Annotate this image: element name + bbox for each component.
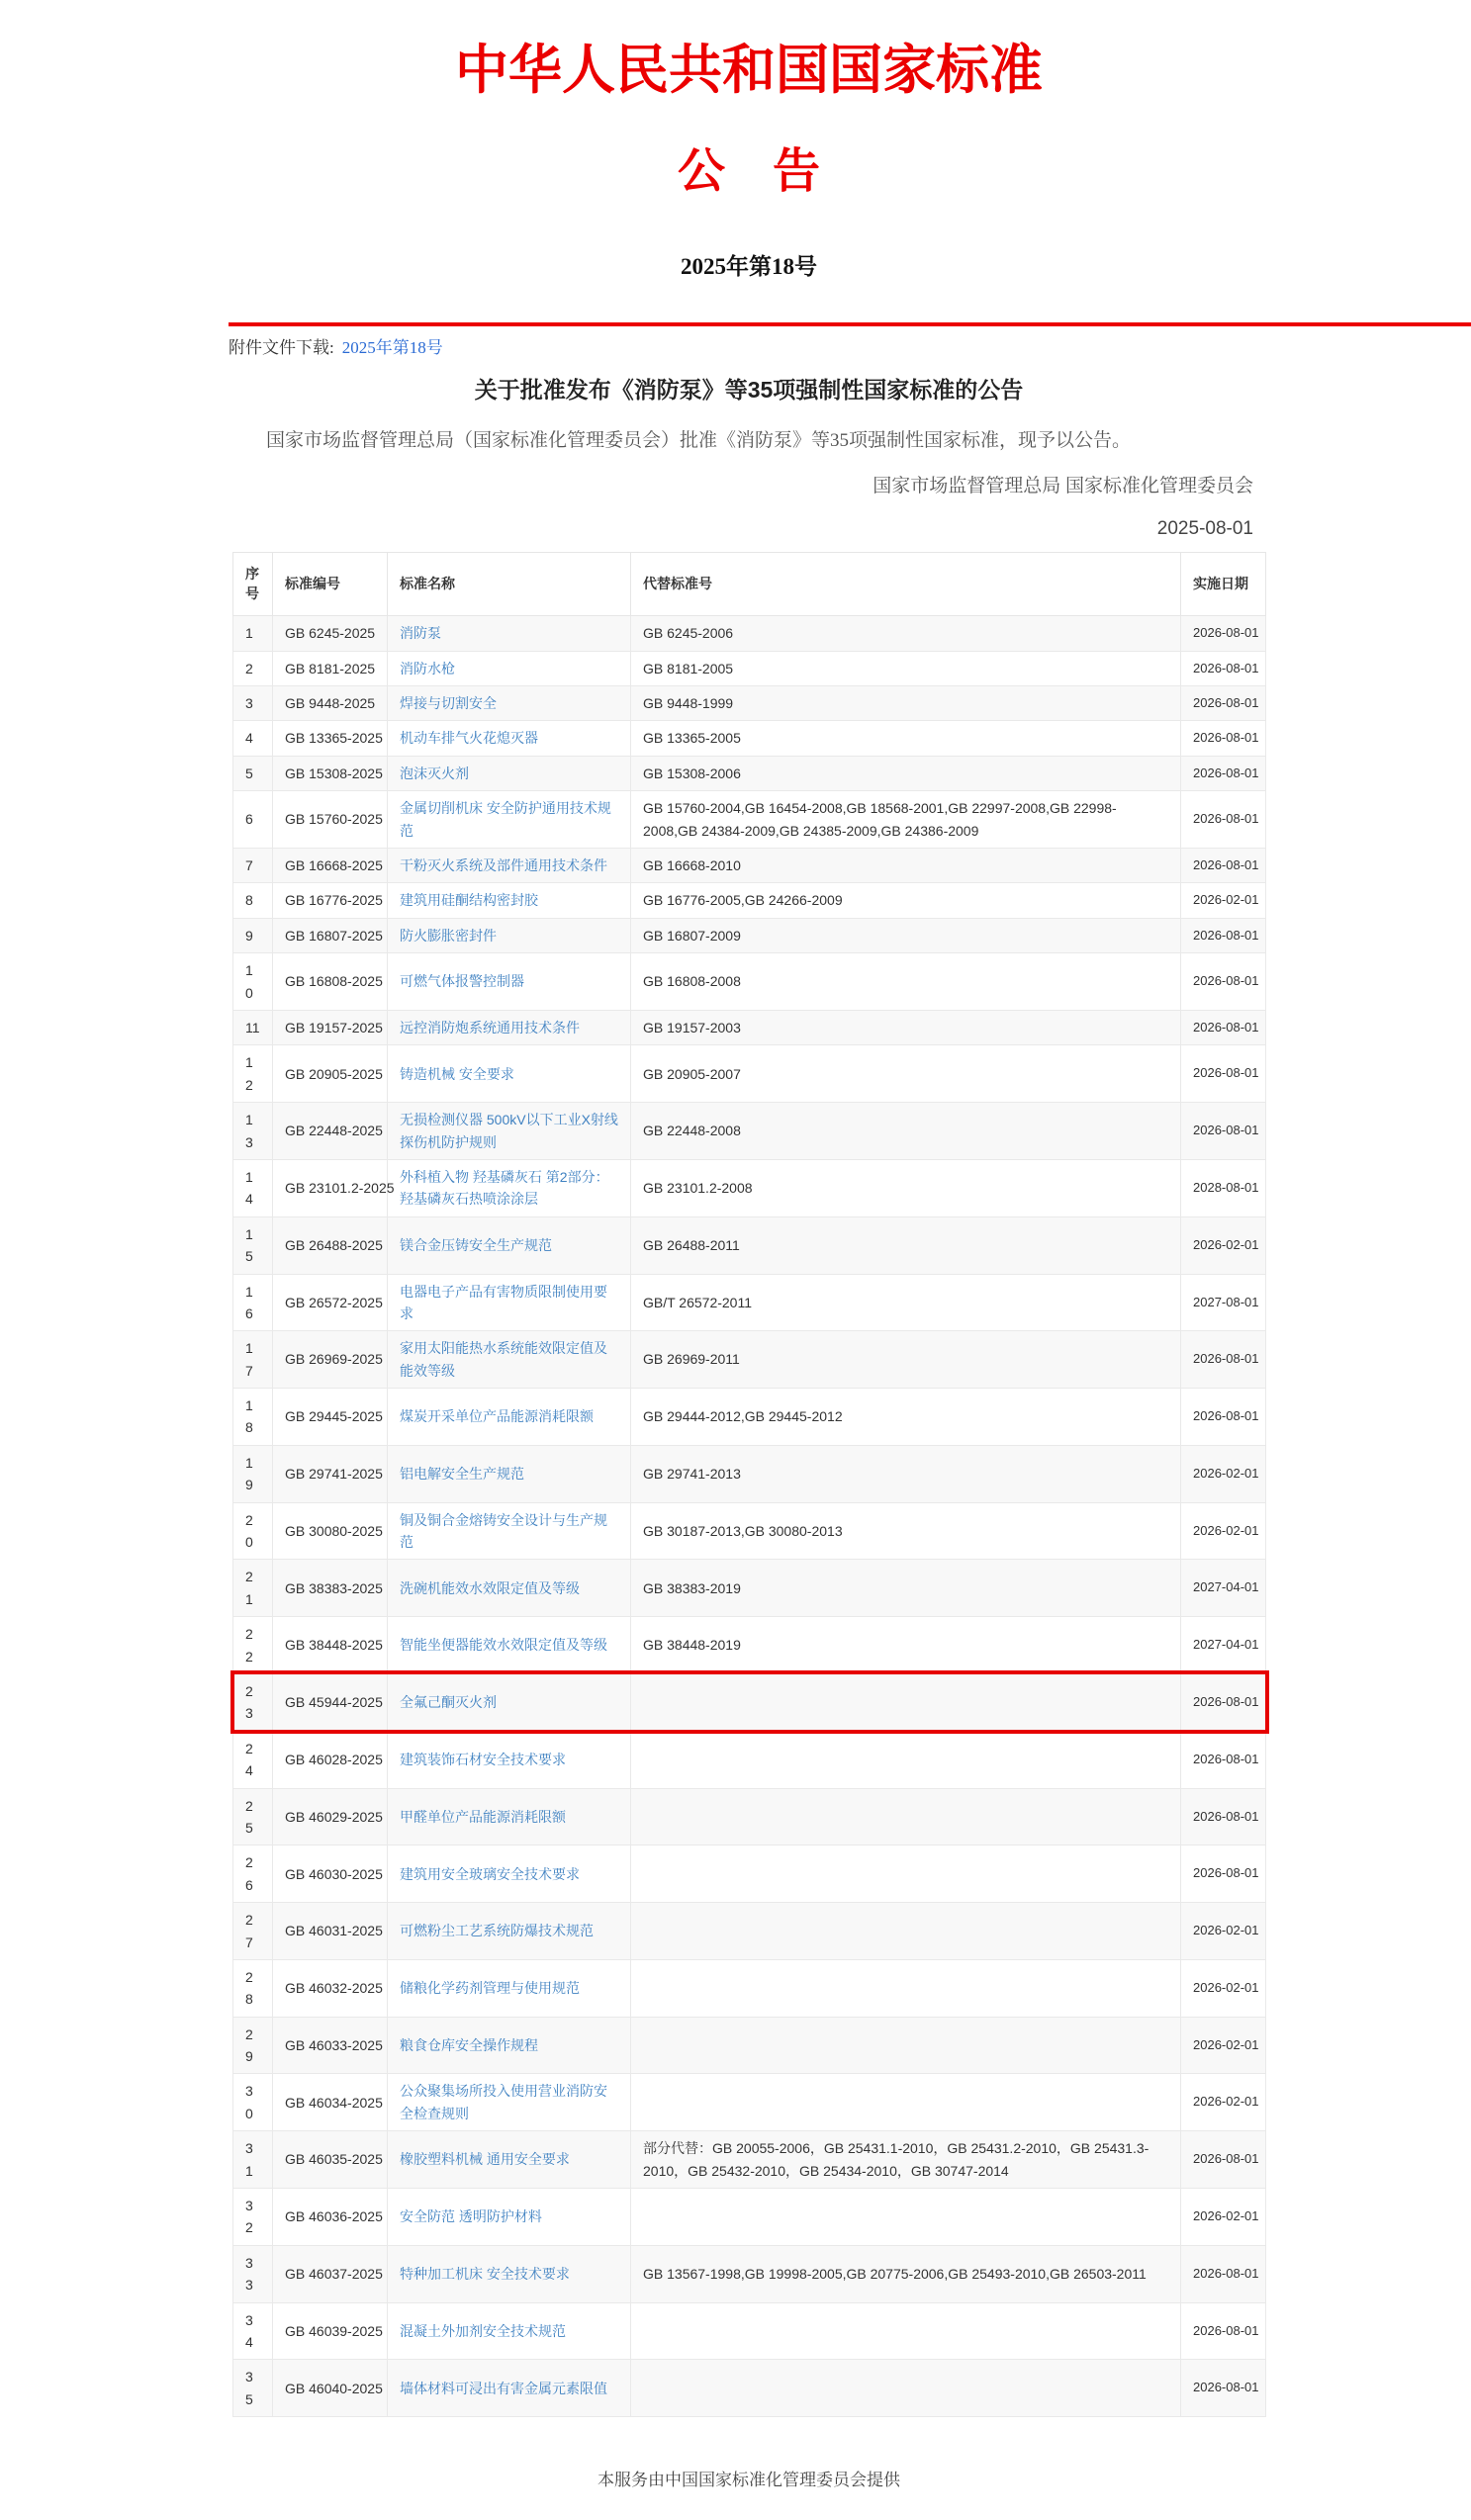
replaced-standards-cell: GB 29444-2012,GB 29445-2012 — [631, 1389, 1181, 1446]
implementation-date-cell: 2026-02-01 — [1181, 2189, 1266, 2246]
implementation-date-cell: 2027-04-01 — [1181, 1560, 1266, 1617]
table-row — [233, 2360, 1266, 2417]
implementation-date-cell: 2026-08-01 — [1181, 1845, 1266, 1903]
standard-code-cell: GB 46032-2025 — [273, 1959, 388, 2017]
implementation-date-cell: 2026-02-01 — [1181, 1959, 1266, 2017]
column-header-date: 实施日期 — [1181, 553, 1266, 616]
standard-code-cell: GB 13365-2025 — [273, 721, 388, 756]
implementation-date-cell: 2026-02-01 — [1181, 1445, 1266, 1502]
standard-name-cell — [388, 791, 631, 849]
standard-name-link[interactable]: 金属切削机床 安全防护通用技术规范 — [400, 800, 611, 839]
replaced-standards-cell: GB 19157-2003 — [631, 1011, 1181, 1045]
seq-cell: 9 — [233, 918, 273, 952]
standard-name-cell — [388, 883, 631, 918]
standard-name-link[interactable]: 焊接与切割安全 — [400, 695, 497, 712]
implementation-date-cell: 2026-08-01 — [1181, 616, 1266, 651]
standard-name-cell — [388, 1617, 631, 1674]
standard-name-cell — [388, 1673, 631, 1731]
standard-code-cell: GB 46040-2025 — [273, 2360, 388, 2417]
standard-name-link[interactable]: 铸造机械 安全要求 — [400, 1065, 514, 1082]
seq-cell: 7 — [233, 849, 273, 883]
standard-name-cell — [388, 1103, 631, 1160]
announcement-subtitle: 公 告 — [677, 145, 820, 198]
standard-name-cell — [388, 849, 631, 883]
implementation-date-cell: 2026-02-01 — [1181, 2074, 1266, 2131]
implementation-date-cell: 2026-08-01 — [1181, 849, 1266, 883]
standard-name-cell — [388, 1011, 631, 1045]
replaced-standards-cell: GB 16808-2008 — [631, 953, 1181, 1011]
seq-cell: 11 — [233, 1011, 273, 1045]
standard-name-link[interactable]: 建筑用硅酮结构密封胶 — [400, 892, 538, 909]
implementation-date-cell: 2026-08-01 — [1181, 1045, 1266, 1103]
replaced-standards-cell — [631, 1903, 1181, 1960]
implementation-date-cell: 2026-08-01 — [1181, 721, 1266, 756]
replaced-standards-cell — [631, 1788, 1181, 1845]
seq-cell: 10 — [233, 953, 273, 1011]
standard-code-cell: GB 15308-2025 — [273, 756, 388, 790]
standard-name-link[interactable]: 公众聚集场所投入使用营业消防安全检查规则 — [400, 2083, 607, 2121]
standard-name-cell — [388, 1045, 631, 1103]
seq-cell: 24 — [233, 1731, 273, 1788]
standard-code-cell: GB 26969-2025 — [273, 1331, 388, 1389]
standard-name-cell — [388, 1560, 631, 1617]
implementation-date-cell: 2026-08-01 — [1181, 686, 1266, 721]
standard-code-cell: GB 16668-2025 — [273, 849, 388, 883]
table-row — [233, 1274, 1266, 1331]
replaced-standards-cell: GB 15308-2006 — [631, 756, 1181, 790]
replaced-standards-cell: GB 26969-2011 — [631, 1331, 1181, 1389]
table-row — [233, 1103, 1266, 1160]
standard-code-cell: GB 46030-2025 — [273, 1845, 388, 1903]
standard-code-cell: GB 38448-2025 — [273, 1617, 388, 1674]
seq-cell: 23 — [233, 1673, 273, 1731]
standard-name-cell — [388, 1731, 631, 1788]
implementation-date-cell: 2027-08-01 — [1181, 1274, 1266, 1331]
standard-name-cell — [388, 2074, 631, 2131]
table-row — [233, 883, 1266, 918]
replaced-standards-cell: GB 16807-2009 — [631, 918, 1181, 952]
implementation-date-cell: 2026-08-01 — [1181, 651, 1266, 685]
standard-name-link[interactable]: 干粉灭火系统及部件通用技术条件 — [400, 857, 607, 874]
replaced-standards-cell: GB 9448-1999 — [631, 686, 1181, 721]
table-row — [233, 651, 1266, 685]
table-row — [233, 953, 1266, 1011]
standard-code-cell: GB 6245-2025 — [273, 616, 388, 651]
replaced-standards-cell: 部分代替：GB 20055-2006，GB 25431.1-2010，GB 25431.2-2010，GB 25431.3-2010，GB 25432-2010，GB 25434-2010，GB 30747-2014 — [631, 2131, 1181, 2189]
standard-name-cell — [388, 721, 631, 756]
standard-name-link[interactable]: 橡胶塑料机械 通用安全要求 — [400, 2151, 570, 2168]
implementation-date-cell: 2026-08-01 — [1181, 1389, 1266, 1446]
standard-code-cell: GB 16807-2025 — [273, 918, 388, 952]
implementation-date-cell: 2027-04-01 — [1181, 1617, 1266, 1674]
column-header-code: 标准编号 — [273, 553, 388, 616]
standard-name-link[interactable]: 洗碗机能效水效限定值及等级 — [400, 1579, 580, 1596]
standard-name-cell — [388, 1389, 631, 1446]
standard-code-cell: GB 46036-2025 — [273, 2189, 388, 2246]
table-row — [233, 1389, 1266, 1446]
column-header-replaces: 代替标准号 — [631, 553, 1181, 616]
replaced-standards-cell: GB 38448-2019 — [631, 1617, 1181, 1674]
seq-cell: 30 — [233, 2074, 273, 2131]
table-row — [233, 721, 1266, 756]
implementation-date-cell: 2026-08-01 — [1181, 1731, 1266, 1788]
table-header-row — [233, 553, 1266, 616]
implementation-date-cell: 2026-02-01 — [1181, 1502, 1266, 1560]
seq-cell: 35 — [233, 2360, 273, 2417]
implementation-date-cell: 2026-08-01 — [1181, 1011, 1266, 1045]
seq-cell: 34 — [233, 2302, 273, 2360]
standard-name-cell — [388, 1216, 631, 1274]
standard-code-cell: GB 38383-2025 — [273, 1560, 388, 1617]
standard-name-link[interactable]: 特种加工机床 安全技术要求 — [400, 2265, 570, 2282]
replaced-standards-cell: GB 22448-2008 — [631, 1103, 1181, 1160]
seq-cell: 28 — [233, 1959, 273, 2017]
table-row — [233, 2074, 1266, 2131]
seq-cell: 1 — [233, 616, 273, 651]
seq-cell: 25 — [233, 1788, 273, 1845]
standard-name-cell — [388, 1502, 631, 1560]
standard-code-cell: GB 26572-2025 — [273, 1274, 388, 1331]
seq-cell: 6 — [233, 791, 273, 849]
seq-cell: 12 — [233, 1045, 273, 1103]
standard-name-link[interactable]: 泡沫灭火剂 — [400, 765, 469, 781]
standard-code-cell: GB 45944-2025 — [273, 1673, 388, 1731]
implementation-date-cell: 2026-08-01 — [1181, 2360, 1266, 2417]
replaced-standards-cell: GB 16776-2005,GB 24266-2009 — [631, 883, 1181, 918]
standard-code-cell: GB 46029-2025 — [273, 1788, 388, 1845]
table-row — [233, 2189, 1266, 2246]
standard-code-cell: GB 46035-2025 — [273, 2131, 388, 2189]
standard-code-cell: GB 15760-2025 — [273, 791, 388, 849]
standard-name-cell — [388, 1959, 631, 2017]
table-row — [233, 2302, 1266, 2360]
standard-name-cell — [388, 616, 631, 651]
standard-name-cell — [388, 1903, 631, 1960]
replaced-standards-cell — [631, 2360, 1181, 2417]
standard-name-link[interactable]: 安全防范 透明防护材料 — [400, 2208, 542, 2225]
table-row — [233, 2017, 1266, 2074]
table-row — [233, 1903, 1266, 1960]
standard-name-link[interactable]: 电器电子产品有害物质限制使用要求 — [400, 1283, 607, 1321]
attachment-label: 附件文件下载: — [229, 337, 334, 357]
page-title: 中华人民共和国国家标准 — [455, 41, 1043, 100]
standard-code-cell: GB 46039-2025 — [273, 2302, 388, 2360]
replaced-standards-cell: GB 15760-2004,GB 16454-2008,GB 18568-2001,GB 22997-2008,GB 22998-2008,GB 24384-2009,GB 24385-2009,GB 24386-2009 — [631, 791, 1181, 849]
table-row — [233, 2131, 1266, 2189]
implementation-date-cell: 2026-08-01 — [1181, 918, 1266, 952]
table-row — [233, 1331, 1266, 1389]
replaced-standards-cell — [631, 2302, 1181, 2360]
standard-name-cell — [388, 2189, 631, 2246]
standard-name-link[interactable]: 消防水枪 — [400, 660, 455, 676]
standard-name-cell — [388, 2131, 631, 2189]
standard-name-link[interactable]: 铝电解安全生产规范 — [400, 1466, 524, 1483]
standard-code-cell: GB 46037-2025 — [273, 2245, 388, 2302]
replaced-standards-cell: GB 38383-2019 — [631, 1560, 1181, 1617]
table-row — [233, 1159, 1266, 1216]
implementation-date-cell: 2026-08-01 — [1181, 1331, 1266, 1389]
issue-number: 2025年第18号 — [681, 254, 817, 279]
implementation-date-cell: 2026-02-01 — [1181, 1216, 1266, 1274]
replaced-standards-cell — [631, 1731, 1181, 1788]
seq-cell: 8 — [233, 883, 273, 918]
replaced-standards-cell — [631, 2017, 1181, 2074]
attachment-row — [229, 336, 1269, 360]
standard-name-link[interactable]: 可燃粉尘工艺系统防爆技术规范 — [400, 1923, 594, 1939]
standard-code-cell: GB 22448-2025 — [273, 1103, 388, 1160]
seq-cell: 32 — [233, 2189, 273, 2246]
standard-name-cell — [388, 651, 631, 685]
seq-cell: 29 — [233, 2017, 273, 2074]
standard-name-cell — [388, 2245, 631, 2302]
footer-text: 本服务由中国国家标准化管理委员会提供 — [598, 2471, 900, 2490]
standard-code-cell: GB 20905-2025 — [273, 1045, 388, 1103]
standard-name-link[interactable]: 机动车排气火花熄灭器 — [400, 730, 538, 747]
standard-name-cell — [388, 756, 631, 790]
standard-name-cell — [388, 1331, 631, 1389]
seq-cell: 20 — [233, 1502, 273, 1560]
implementation-date-cell: 2026-02-01 — [1181, 1903, 1266, 1960]
replaced-standards-cell — [631, 1959, 1181, 2017]
standard-name-link[interactable]: 无损检测仪器 500kV以下工业X射线探伤机防护规则 — [400, 1112, 618, 1150]
standard-name-link[interactable]: 建筑装饰石材安全技术要求 — [400, 1751, 566, 1767]
attachment-link[interactable]: 2025年第18号 — [341, 337, 443, 357]
table-row — [233, 791, 1266, 849]
seq-cell: 19 — [233, 1445, 273, 1502]
standard-code-cell: GB 46033-2025 — [273, 2017, 388, 2074]
replaced-standards-cell: GB 29741-2013 — [631, 1445, 1181, 1502]
standard-name-link[interactable]: 全氟己酮灭火剂 — [400, 1694, 497, 1711]
standard-code-cell: GB 23101.2-2025 — [273, 1159, 388, 1216]
replaced-standards-cell: GB 20905-2007 — [631, 1045, 1181, 1103]
standard-name-link[interactable]: 可燃气体报警控制器 — [400, 973, 524, 990]
table-row — [233, 686, 1266, 721]
standard-name-cell — [388, 1159, 631, 1216]
table-row — [233, 616, 1266, 651]
table-row — [233, 1045, 1266, 1103]
seq-cell: 22 — [233, 1617, 273, 1674]
standard-name-link[interactable]: 外科植入物 羟基磷灰石 第2部分：羟基磷灰石热喷涂涂层 — [400, 1168, 609, 1208]
standard-name-link[interactable]: 防火膨胀密封件 — [400, 927, 497, 944]
implementation-date-cell: 2026-08-01 — [1181, 2131, 1266, 2189]
seq-cell: 3 — [233, 686, 273, 721]
replaced-standards-cell: GB 30187-2013,GB 30080-2013 — [631, 1502, 1181, 1560]
table-row — [233, 756, 1266, 790]
standard-name-link[interactable]: 甲醛单位产品能源消耗限额 — [400, 1808, 566, 1825]
table-row — [233, 1845, 1266, 1903]
standard-name-cell — [388, 1788, 631, 1845]
issuing-authority-signature: 国家市场监督管理总局 国家标准化管理委员会 — [873, 475, 1253, 496]
document-title: 关于批准发布《消防泵》等35项强制性国家标准的公告 — [474, 377, 1024, 404]
seq-cell: 5 — [233, 756, 273, 790]
standard-code-cell: GB 46031-2025 — [273, 1903, 388, 1960]
implementation-date-cell: 2026-08-01 — [1181, 1673, 1266, 1731]
seq-cell: 4 — [233, 721, 273, 756]
standard-code-cell: GB 19157-2025 — [273, 1011, 388, 1045]
table-row — [233, 1673, 1266, 1731]
standard-name-link[interactable]: 家用太阳能热水系统能效限定值及能效等级 — [400, 1340, 607, 1379]
standard-code-cell: GB 9448-2025 — [273, 686, 388, 721]
standard-name-link[interactable]: 建筑用安全玻璃安全技术要求 — [400, 1865, 580, 1882]
table-row — [233, 849, 1266, 883]
standard-code-cell: GB 30080-2025 — [273, 1502, 388, 1560]
replaced-standards-cell: GB 13567-1998,GB 19998-2005,GB 20775-2006,GB 25493-2010,GB 26503-2011 — [631, 2245, 1181, 2302]
standard-name-link[interactable]: 混凝土外加剂安全技术规范 — [400, 2322, 566, 2339]
seq-cell: 31 — [233, 2131, 273, 2189]
replaced-standards-cell: GB 26488-2011 — [631, 1216, 1181, 1274]
table-row — [233, 1011, 1266, 1045]
replaced-standards-cell: GB 8181-2005 — [631, 651, 1181, 685]
implementation-date-cell: 2026-02-01 — [1181, 883, 1266, 918]
standard-name-cell — [388, 2017, 631, 2074]
implementation-date-cell: 2026-08-01 — [1181, 2245, 1266, 2302]
standard-name-cell — [388, 918, 631, 952]
table-row — [233, 1445, 1266, 1502]
standard-code-cell: GB 16808-2025 — [273, 953, 388, 1011]
replaced-standards-cell — [631, 1673, 1181, 1731]
column-header-seq: 序号 — [233, 553, 273, 616]
standard-code-cell: GB 29445-2025 — [273, 1389, 388, 1446]
standard-name-link[interactable]: 镁合金压铸安全生产规范 — [400, 1236, 552, 1253]
implementation-date-cell: 2028-08-01 — [1181, 1159, 1266, 1216]
implementation-date-cell: 2026-02-01 — [1181, 2017, 1266, 2074]
seq-cell: 16 — [233, 1274, 273, 1331]
standard-name-link[interactable]: 粮食仓库安全操作规程 — [400, 2036, 538, 2053]
implementation-date-cell: 2026-08-01 — [1181, 1788, 1266, 1845]
table-row — [233, 1731, 1266, 1788]
seq-cell: 27 — [233, 1903, 273, 1960]
implementation-date-cell: 2026-08-01 — [1181, 2302, 1266, 2360]
standard-code-cell: GB 46028-2025 — [273, 1731, 388, 1788]
implementation-date-cell: 2026-08-01 — [1181, 756, 1266, 790]
implementation-date-cell: 2026-08-01 — [1181, 953, 1266, 1011]
standard-code-cell: GB 16776-2025 — [273, 883, 388, 918]
implementation-date-cell: 2026-08-01 — [1181, 791, 1266, 849]
replaced-standards-cell — [631, 2189, 1181, 2246]
column-header-name: 标准名称 — [388, 553, 631, 616]
replaced-standards-cell: GB/T 26572-2011 — [631, 1274, 1181, 1331]
standard-code-cell: GB 8181-2025 — [273, 651, 388, 685]
replaced-standards-cell: GB 13365-2005 — [631, 721, 1181, 756]
standard-code-cell: GB 29741-2025 — [273, 1445, 388, 1502]
replaced-standards-cell: GB 23101.2-2008 — [631, 1159, 1181, 1216]
standards-table — [232, 552, 1266, 2417]
table-row — [233, 1502, 1266, 1560]
seq-cell: 15 — [233, 1216, 273, 1274]
standard-name-cell — [388, 1274, 631, 1331]
standard-name-cell — [388, 2302, 631, 2360]
standard-name-link[interactable]: 铜及铜合金熔铸安全设计与生产规范 — [400, 1511, 607, 1551]
table-row — [233, 2245, 1266, 2302]
table-row — [233, 1959, 1266, 2017]
red-divider — [229, 322, 1471, 326]
standard-name-cell — [388, 1445, 631, 1502]
standard-name-link[interactable]: 墙体材料可浸出有害金属元素限值 — [400, 2380, 607, 2396]
replaced-standards-cell — [631, 2074, 1181, 2131]
standard-name-link[interactable]: 消防泵 — [400, 625, 441, 642]
standard-name-cell — [388, 1845, 631, 1903]
replaced-standards-cell — [631, 1845, 1181, 1903]
standard-code-cell: GB 46034-2025 — [273, 2074, 388, 2131]
table-row — [233, 918, 1266, 952]
seq-cell: 17 — [233, 1331, 273, 1389]
table-row — [233, 1560, 1266, 1617]
standard-name-cell — [388, 953, 631, 1011]
standard-name-link[interactable]: 煤炭开采单位产品能源消耗限额 — [400, 1408, 594, 1425]
seq-cell: 18 — [233, 1389, 273, 1446]
table-row — [233, 1216, 1266, 1274]
standard-name-cell — [388, 686, 631, 721]
publish-date: 2025-08-01 — [1156, 517, 1253, 539]
standard-name-link[interactable]: 远控消防炮系统通用技术条件 — [400, 1020, 580, 1035]
seq-cell: 2 — [233, 651, 273, 685]
seq-cell: 21 — [233, 1560, 273, 1617]
standard-name-cell — [388, 2360, 631, 2417]
table-row — [233, 1617, 1266, 1674]
seq-cell: 13 — [233, 1103, 273, 1160]
standard-name-link[interactable]: 智能坐便器能效水效限定值及等级 — [400, 1637, 607, 1654]
standard-name-link[interactable]: 储粮化学药剂管理与使用规范 — [400, 1980, 580, 1997]
replaced-standards-cell: GB 6245-2006 — [631, 616, 1181, 651]
table-row — [233, 1788, 1266, 1845]
replaced-standards-cell: GB 16668-2010 — [631, 849, 1181, 883]
standard-code-cell: GB 26488-2025 — [273, 1216, 388, 1274]
seq-cell: 26 — [233, 1845, 273, 1903]
seq-cell: 14 — [233, 1159, 273, 1216]
body-paragraph: 国家市场监督管理总局（国家标准化管理委员会）批准《消防泵》等35项强制性国家标准，现予以公告。 — [266, 430, 1132, 452]
page-container — [229, 0, 1269, 2520]
seq-cell: 33 — [233, 2245, 273, 2302]
implementation-date-cell: 2026-08-01 — [1181, 1103, 1266, 1160]
